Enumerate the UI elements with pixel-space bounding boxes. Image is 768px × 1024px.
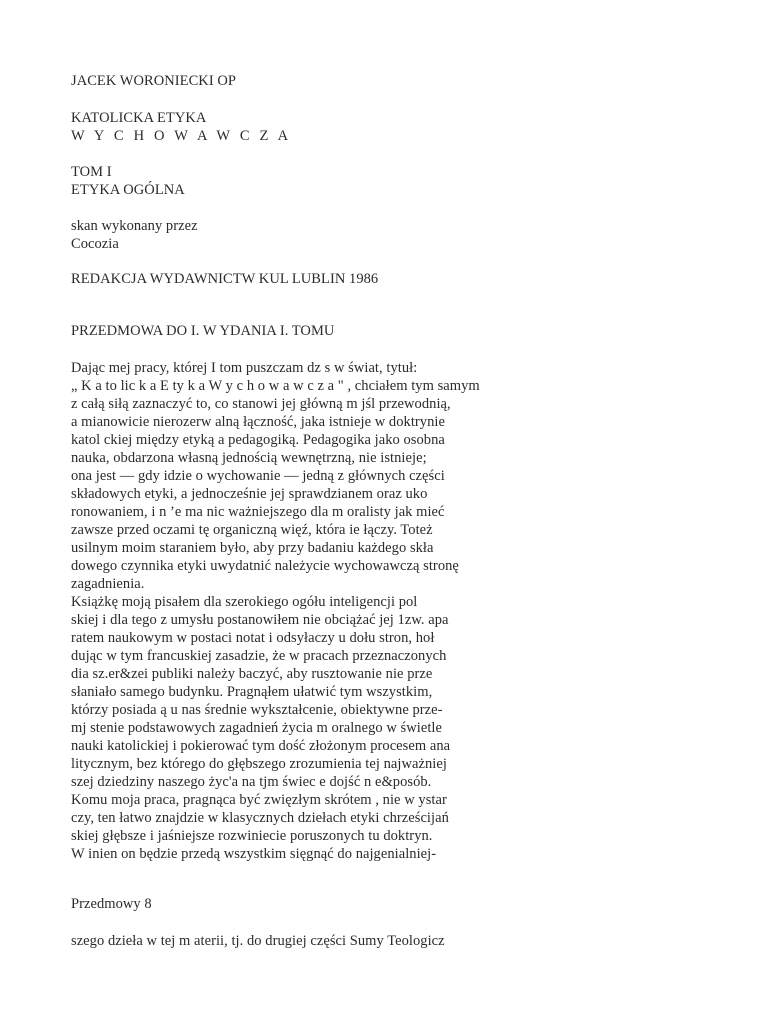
body-line: ratem naukowym w postaci notat i odsyłaczy u dołu stron, hoł bbox=[71, 630, 435, 646]
body-line: składowych etyki, a jednocześnie jej sprawdzianem oraz uko bbox=[71, 486, 428, 502]
body-line: zawsze przed oczami tę organiczną więź, która ie łączy. Toteż bbox=[71, 522, 433, 538]
body-line: słaniało samego budynku. Pragnąłem ułatwić tym wszystkim, bbox=[71, 684, 433, 700]
volume-title: ETYKA OGÓLNA bbox=[71, 182, 185, 198]
book-title-line-2: W Y C H O W A W C Z A bbox=[71, 128, 292, 144]
section-title: PRZEDMOWA DO I. W YDANIA I. TOMU bbox=[71, 323, 335, 339]
scan-credit-line-1: skan wykonany przez bbox=[71, 218, 198, 234]
body-line: skiej głębsze i jaśniejsze rozwiniecie poruszonych tu doktryn. bbox=[71, 828, 433, 844]
body-line: „ K a to lic k a E ty k a W y c h o w a w c z a " , chciałem tym samym bbox=[71, 378, 480, 394]
scan-credit-line-2: Cocozia bbox=[71, 236, 119, 252]
author-name: JACEK WORONIECKI OP bbox=[71, 73, 237, 89]
body-line: nauka, obdarzona własną jednością wewnętrzną, nie istnieje; bbox=[71, 450, 427, 466]
body-line: skiej i dla tego z umysłu postanowiłem nie obciążać jej 1zw. apa bbox=[71, 612, 449, 628]
volume-number: TOM I bbox=[71, 164, 112, 180]
body-line: ronowaniem, i n ’e ma nic ważniejszego dla m oralisty jak mieć bbox=[71, 504, 445, 520]
body-line: litycznym, bez którego do głębszego zrozumienia tej najważniej bbox=[71, 756, 447, 772]
page-label: Przedmowy 8 bbox=[71, 896, 152, 912]
body-line: W inien on będzie przedą wszystkim sięgnąć do najgenialniej- bbox=[71, 846, 437, 862]
body-line: Książkę moją pisałem dla szerokiego ogółu inteligencji pol bbox=[71, 594, 418, 610]
body-line: zagadnienia. bbox=[71, 576, 145, 592]
body-line: a mianowicie nierozerw alną łączność, jaka istnieje w doktrynie bbox=[71, 414, 445, 430]
body-line: ona jest — gdy idzie o wychowanie — jedną z głównych części bbox=[71, 468, 445, 484]
body-line: którzy posiada ą u nas średnie wykształcenie, obiektywne prze- bbox=[71, 702, 443, 718]
body-line: usilnym moim staraniem było, aby przy badaniu każdego skła bbox=[71, 540, 434, 556]
body-line: dowego czynnika etyki uwydatnić należycie wychowawczą stronę bbox=[71, 558, 459, 574]
book-title-line-1: KATOLICKA ETYKA bbox=[71, 110, 207, 126]
body-line: mj stenie podstawowych zagadnień życia m oralnego w świetle bbox=[71, 720, 442, 736]
body-line: Komu moja praca, pragnąca być zwięzłym skrótem , nie w ystar bbox=[71, 792, 447, 808]
body-line: dia sz.er&zei publiki należy baczyć, aby rusztowanie nie prze bbox=[71, 666, 433, 682]
continuation-line: szego dzieła w tej m aterii, tj. do drugiej części Sumy Teologicz bbox=[71, 933, 445, 949]
body-line: katol ckiej między etyką a pedagogiką. Pedagogika jako osobna bbox=[71, 432, 445, 448]
body-line: Dając mej pracy, której I tom puszczam dz s w świat, tytuł: bbox=[71, 360, 418, 376]
body-line: z całą siłą zaznaczyć to, co stanowi jej główną m jśl przewodnią, bbox=[71, 396, 451, 412]
body-line: szej dziedziny naszego życ'a na tjm świec e dojść n e&posób. bbox=[71, 774, 432, 790]
body-line: czy, ten łatwo znajdzie w klasycznych dziełach etyki chrześcijań bbox=[71, 810, 449, 826]
body-line: dując w tym francuskiej zasadzie, że w pracach przeznaczonych bbox=[71, 648, 447, 664]
body-line: nauki katolickiej i pokierować tym dość złożonym procesem ana bbox=[71, 738, 451, 754]
publisher-line: REDAKCJA WYDAWNICTW KUL LUBLIN 1986 bbox=[71, 271, 379, 287]
